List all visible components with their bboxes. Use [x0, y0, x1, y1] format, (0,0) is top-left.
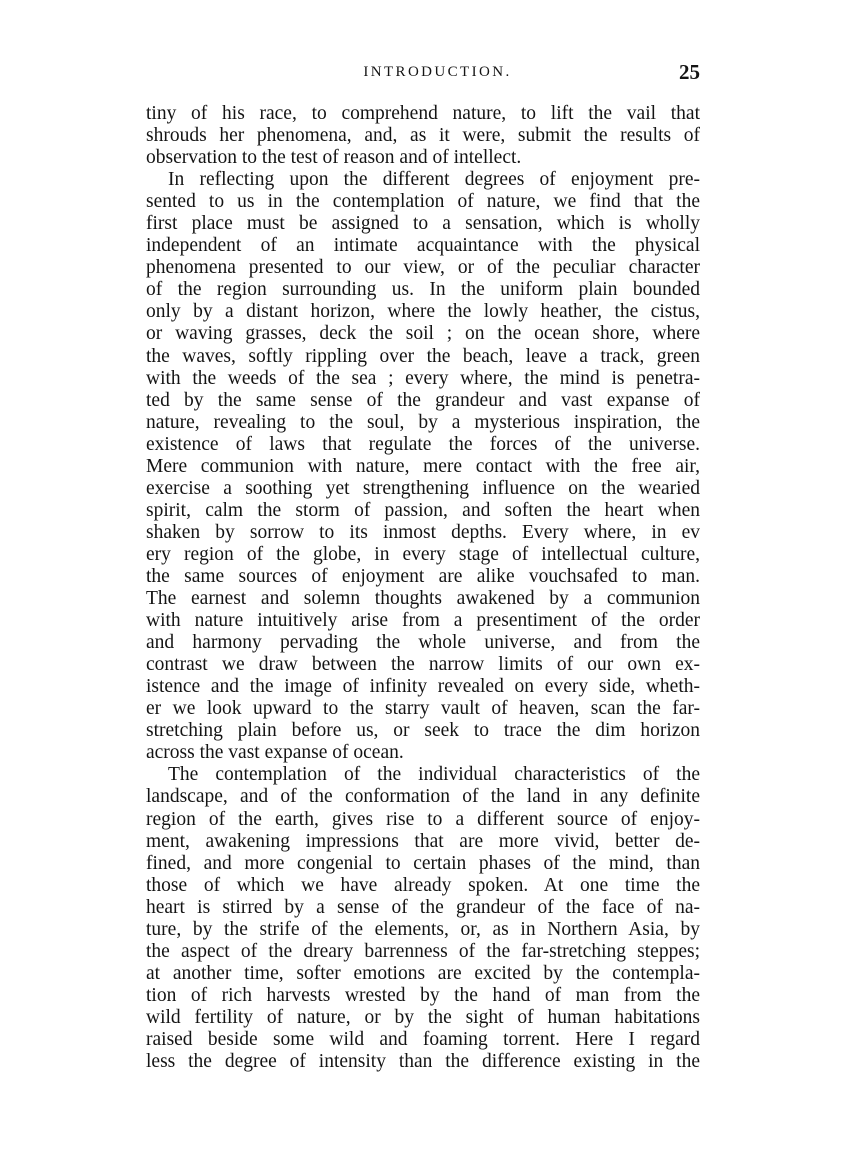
- running-head: [145, 62, 700, 88]
- text-line: nature, revealing to the soul, by a mysterious inspiration, the: [146, 411, 700, 433]
- text-line: those of which we have already spoken. At one time the: [146, 874, 700, 896]
- running-title: INTRODUCTION.: [363, 64, 512, 80]
- text-line: the waves, softly rippling over the beach, leave a track, green: [146, 345, 700, 367]
- text-line: wild fertility of nature, or by the sight of human habitations: [146, 1006, 700, 1028]
- text-line: The contemplation of the individual characteristics of the: [168, 764, 700, 786]
- text-line: raised beside some wild and foaming torrent. Here I regard: [146, 1028, 700, 1050]
- text-line: only by a distant horizon, where the lowly heather, the cistus,: [146, 301, 700, 323]
- text-line: phenomena presented to our view, or of the peculiar character: [146, 257, 700, 279]
- text-line: shrouds her phenomena, and, as it were, submit the results of: [146, 125, 700, 147]
- text-line: Mere communion with nature, mere contact with the free air,: [146, 455, 700, 477]
- text-line: existence of laws that regulate the forces of the universe.: [146, 433, 700, 455]
- text-line: istence and the image of infinity revealed on every side, wheth-: [146, 676, 700, 698]
- text-line: with nature intuitively arise from a presentiment of the order: [146, 610, 700, 632]
- text-line: less the degree of intensity than the difference existing in the: [146, 1051, 700, 1073]
- body-text: [146, 103, 700, 1073]
- text-line: In reflecting upon the different degrees of enjoyment pre-: [168, 169, 700, 191]
- text-line: of the region surrounding us. In the uniform plain bounded: [146, 279, 700, 301]
- text-line: fined, and more congenial to certain phases of the mind, than: [146, 852, 700, 874]
- text-line: the same sources of enjoyment are alike vouchsafed to man.: [146, 565, 700, 587]
- text-line: ery region of the globe, in every stage of intellectual culture,: [146, 543, 700, 565]
- text-line: heart is stirred by a sense of the grandeur of the face of na-: [146, 896, 700, 918]
- text-line: first place must be assigned to a sensation, which is wholly: [146, 213, 700, 235]
- text-line: The earnest and solemn thoughts awakened by a communion: [146, 588, 700, 610]
- text-line: stretching plain before us, or seek to trace the dim horizon: [146, 720, 700, 742]
- text-line: spirit, calm the storm of passion, and soften the heart when: [146, 499, 700, 521]
- text-line: region of the earth, gives rise to a different source of enjoy-: [146, 808, 700, 830]
- text-line: contrast we draw between the narrow limits of our own ex-: [146, 654, 700, 676]
- text-line: with the weeds of the sea ; every where, the mind is penetra-: [146, 367, 700, 389]
- text-line: the aspect of the dreary barrenness of the far-stretching steppes;: [146, 940, 700, 962]
- text-line: ture, by the strife of the elements, or, as in Northern Asia, by: [146, 918, 700, 940]
- text-line: and harmony pervading the whole universe, and from the: [146, 632, 700, 654]
- text-line: ment, awakening impressions that are more vivid, better de-: [146, 830, 700, 852]
- text-line: er we look upward to the starry vault of heaven, scan the far-: [146, 698, 700, 720]
- text-line: observation to the test of reason and of intellect.: [146, 147, 522, 169]
- text-line: exercise a soothing yet strengthening influence on the wearied: [146, 477, 700, 499]
- text-line: tiny of his race, to comprehend nature, to lift the vail that: [146, 103, 700, 124]
- text-line: independent of an intimate acquaintance with the physical: [146, 235, 700, 257]
- text-line: at another time, softer emotions are excited by the contempla-: [146, 962, 700, 984]
- text-line: ted by the same sense of the grandeur and vast expanse of: [146, 389, 700, 411]
- text-line: across the vast expanse of ocean.: [146, 742, 404, 764]
- text-line: shaken by sorrow to its inmost depths. Every where, in ev: [146, 521, 700, 543]
- text-line: landscape, and of the conformation of the land in any definite: [146, 786, 700, 808]
- text-line: or waving grasses, deck the soil ; on the ocean shore, where: [146, 323, 700, 345]
- text-line: tion of rich harvests wrested by the hand of man from the: [146, 984, 700, 1006]
- text-line: sented to us in the contemplation of nature, we find that the: [146, 191, 700, 213]
- page-number: 25: [679, 60, 700, 84]
